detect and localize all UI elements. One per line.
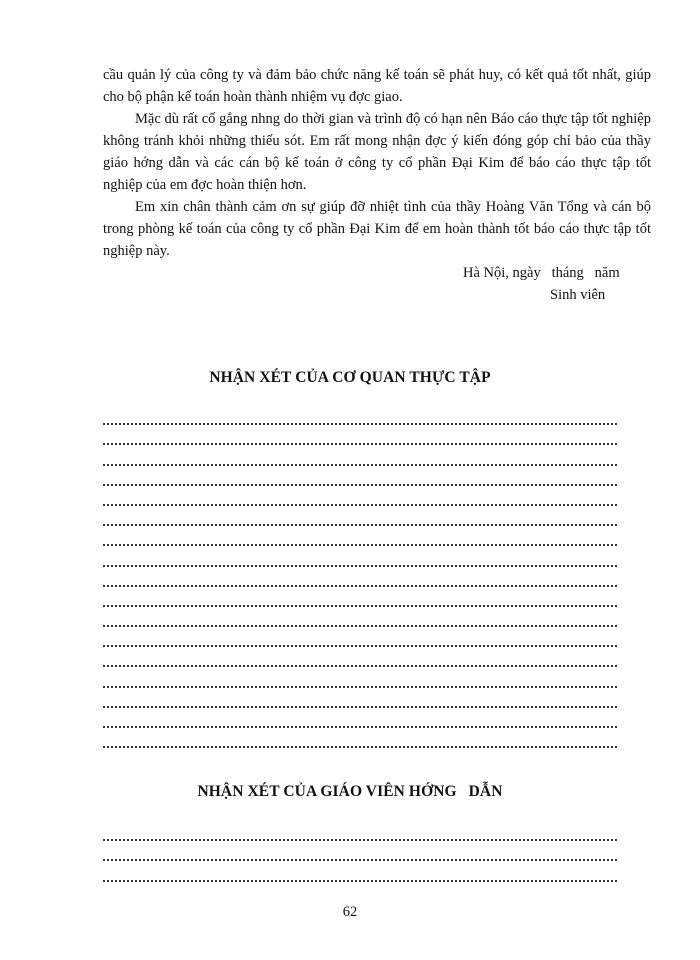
dotted-line <box>103 430 617 450</box>
dotted-line <box>103 846 617 866</box>
dotted-line <box>103 471 617 491</box>
dotted-line <box>103 866 617 886</box>
dotted-line <box>103 551 617 571</box>
dotted-line <box>103 713 617 733</box>
signature-role: Sinh viên <box>550 287 606 303</box>
dotted-line <box>103 672 617 692</box>
dotted-line <box>103 733 617 753</box>
dotted-line <box>103 632 617 652</box>
dotted-line <box>103 410 617 430</box>
dotted-line <box>103 693 617 713</box>
acknowledgement-text <box>103 64 651 262</box>
dotted-line <box>103 450 617 470</box>
dotted-line <box>103 652 617 672</box>
dotted-line <box>103 511 617 531</box>
dotted-line <box>103 572 617 592</box>
agency-comment-lines <box>103 410 617 753</box>
paragraph-apology: Mặc dù rất cố gắng nhng do thời gian và trình độ có hạn nên Báo cáo thực tập tốt nghiệp không tránh khỏi những thiếu sót. Em rất mong nhận đợc ý kiến đóng góp chỉ bảo của thầy giáo hớng dẫn và các cán bộ kế toán ở công ty cổ phần Đại Kim để báo cáo thực tập tốt nghiệp của em đợc hoàn thiện hơn. <box>103 111 651 193</box>
dotted-line <box>103 531 617 551</box>
page-number: 62 <box>342 904 358 920</box>
agency-comment-title: NHẬN XÉT CỦA CƠ QUAN THỰC TẬP <box>209 369 491 386</box>
signature-place-date: Hà Nội, ngày tháng năm <box>463 265 620 281</box>
advisor-comment-title: NHẬN XÉT CỦA GIÁO VIÊN HỚNG DẪN <box>197 783 503 800</box>
dotted-line <box>103 491 617 511</box>
paragraph-continuation: cầu quản lý của công ty và đảm bảo chức năng kế toán sẽ phát huy, có kết quả tốt nhất, giúp cho bộ phận kế toán hoàn thành nhiệm vụ đợc giao. <box>103 67 651 105</box>
dotted-line <box>103 612 617 632</box>
advisor-comment-lines <box>103 826 617 887</box>
dotted-line <box>103 826 617 846</box>
paragraph-thanks: Em xin chân thành cảm ơn sự giúp đỡ nhiệt tình của thầy Hoàng Văn Tổng và cán bộ trong phòng kế toán của công ty cổ phần Đại Kim để em hoàn thành tốt báo cáo thực tập tốt nghiệp này. <box>103 199 651 259</box>
dotted-line <box>103 592 617 612</box>
